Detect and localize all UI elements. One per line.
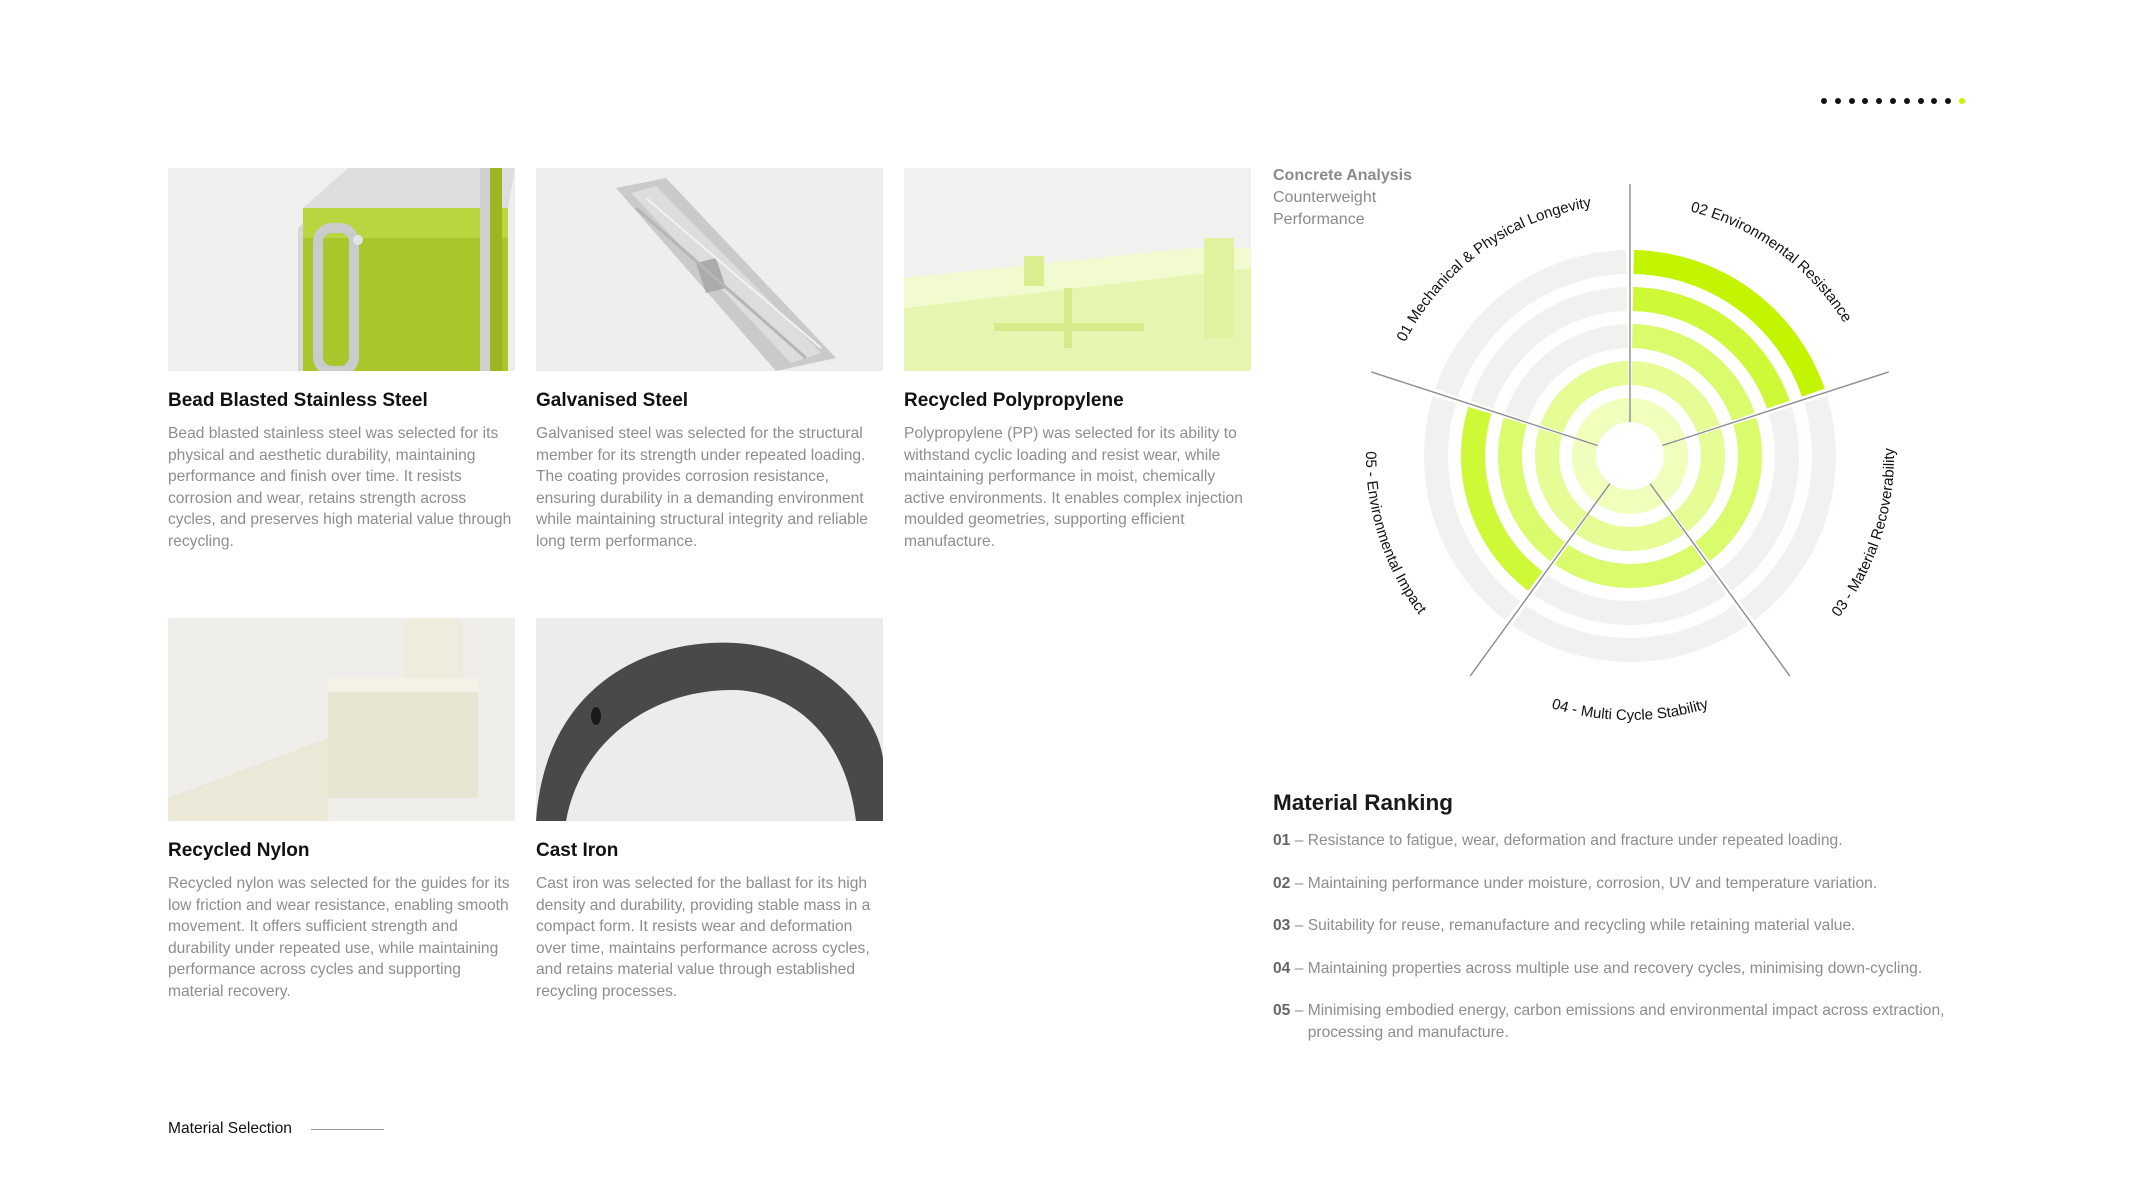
pagination-dot[interactable] xyxy=(1876,98,1882,104)
material-ranking xyxy=(1273,790,2013,1065)
radar-score-segment xyxy=(1576,514,1685,551)
pagination-dot[interactable] xyxy=(1862,98,1868,104)
polypropylene-image xyxy=(904,168,1251,371)
cast-iron-image xyxy=(536,618,883,821)
ranking-separator: – xyxy=(1290,874,1308,892)
ranking-item xyxy=(1273,915,2013,937)
ranking-item xyxy=(1273,830,2013,852)
pagination-dot[interactable] xyxy=(1835,98,1841,104)
ranking-separator: – xyxy=(1290,1002,1308,1020)
footer xyxy=(168,1120,384,1138)
material-card-galvanised xyxy=(536,168,883,553)
ranking-text: Maintaining properties across multiple use and recovery cycles, minimising down-cycling. xyxy=(1307,959,1923,977)
section-label: Material Selection xyxy=(168,1120,292,1137)
ranking-separator: – xyxy=(1290,917,1308,935)
material-title: Galvanised Steel xyxy=(536,390,689,411)
material-card-polypropylene xyxy=(904,168,1251,553)
ranking-number: 04 xyxy=(1273,959,1291,977)
ranking-text: Resistance to fatigue, wear, deformation and fracture under repeated loading. xyxy=(1307,832,1843,849)
radar-subtitle-line-2: Performance xyxy=(1273,211,1365,228)
pagination-dot[interactable] xyxy=(1904,98,1910,104)
galvanised-steel-image xyxy=(536,168,883,371)
pagination-dot[interactable] xyxy=(1821,98,1827,104)
radar-score-segment xyxy=(1554,545,1705,588)
nylon-image xyxy=(168,618,515,821)
material-title: Cast Iron xyxy=(536,840,619,861)
ranking-text: Maintaining performance under moisture, corrosion, UV and temperature variation. xyxy=(1307,874,1878,892)
material-description: Bead blasted stainless steel was selected for its physical and aesthetic durability, maintaining performance and finish over time. It resists corrosion and wear, retains strength across cycles, and preserves high material value through recycling. xyxy=(168,425,512,550)
ranking-title: Material Ranking xyxy=(1273,790,1454,815)
radar-subtitle-line-1: Counterweight xyxy=(1273,189,1377,206)
ranking-separator: – xyxy=(1290,959,1308,977)
pagination-dot[interactable] xyxy=(1918,98,1924,104)
radar-axis-label: 03 - Material Recoverability xyxy=(1828,447,1899,621)
material-title: Bead Blasted Stainless Steel xyxy=(168,390,428,411)
ranking-number: 05 xyxy=(1273,1002,1291,1020)
material-title: Recycled Nylon xyxy=(168,840,310,861)
ranking-item xyxy=(1273,1000,2013,1043)
ranking-item xyxy=(1273,873,2013,895)
radar-axis-label: 04 - Multi Cycle Stability xyxy=(1549,695,1711,725)
pagination-dot-active[interactable] xyxy=(1959,98,1965,104)
ranking-text: Suitability for reuse, remanufacture and recycling while retaining material value. xyxy=(1307,917,1856,935)
material-description: Polypropylene (PP) was selected for its ability to withstand cyclic loading and resist wear, while maintaining performance in moist, chemically active environments. It enables complex injection moulded geometries, supporting efficient manufacture. xyxy=(904,425,1243,550)
material-description: Cast iron was selected for the ballast for its high density and durability, providing stable mass in a compact form. It resists wear and deformation over time, maintains performance across cycles, and retains material value through established recycling processes. xyxy=(536,875,871,1000)
material-title: Recycled Polypropylene xyxy=(904,390,1124,411)
radar-axis-label: 02 Environmental Resistance xyxy=(1689,198,1856,326)
radar-axis-label: 05 - Environmental Impact xyxy=(1361,451,1430,618)
material-card-nylon xyxy=(168,618,515,1003)
ranking-number: 02 xyxy=(1273,874,1291,892)
ranking-item xyxy=(1273,958,2013,980)
pagination-dots[interactable] xyxy=(1821,98,1965,104)
footer-rule xyxy=(311,1129,384,1130)
radar-score-segment xyxy=(1575,398,1629,445)
ranking-text: Minimising embodied energy, carbon emissions and environmental impact across extraction, processing and manufacture. xyxy=(1307,1002,1945,1041)
ranking-number: 03 xyxy=(1273,917,1291,935)
ranking-separator: – xyxy=(1290,832,1308,849)
material-radar-chart xyxy=(1300,150,1980,780)
pagination-dot[interactable] xyxy=(1890,98,1896,104)
pagination-dot[interactable] xyxy=(1931,98,1937,104)
pagination-dot[interactable] xyxy=(1945,98,1951,104)
stainless-steel-image xyxy=(168,168,515,371)
material-description: Galvanised steel was selected for the structural member for its strength under repeated loading. The coating provides corrosion resistance, ensuring durability in a demanding environment while maintaining structural integrity and reliable long term performance. xyxy=(536,425,868,550)
pagination-dot[interactable] xyxy=(1849,98,1855,104)
radar-axis-label: 01 Mechanical & Physical Longevity xyxy=(1393,194,1593,345)
material-card-cast-iron xyxy=(536,618,883,1003)
material-card-stainless xyxy=(168,168,515,553)
material-description: Recycled nylon was selected for the guides for its low friction and wear resistance, enabling smooth movement. It offers sufficient strength and durability under repeated use, while maintaining performance across cycles and supporting material recovery. xyxy=(168,875,510,1000)
radar-title: Concrete Analysis xyxy=(1273,167,1413,184)
ranking-number: 01 xyxy=(1273,832,1291,849)
radar-score-segment xyxy=(1631,398,1685,445)
